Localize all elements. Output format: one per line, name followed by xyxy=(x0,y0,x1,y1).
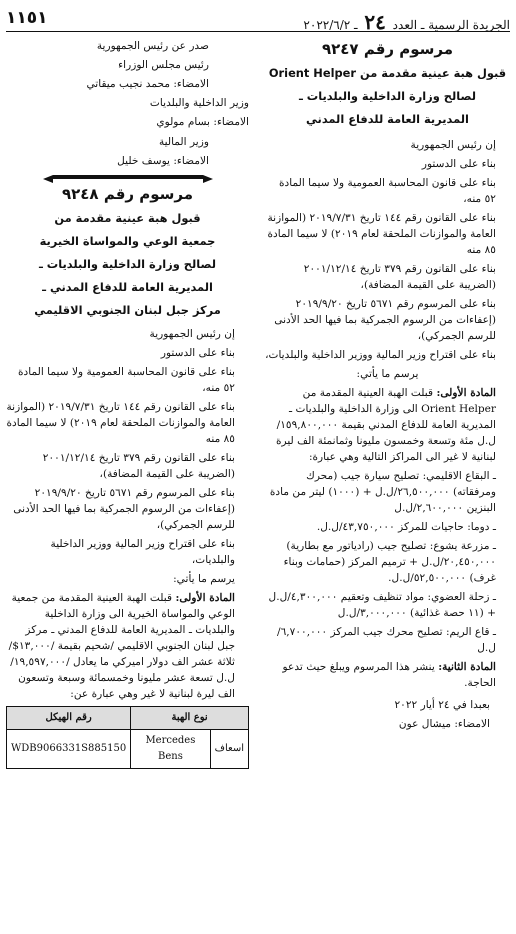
section-divider xyxy=(53,175,203,179)
decree-subject-1: قبول هبة عينية مقدمة من Orient Helper xyxy=(268,66,507,80)
page-number: ١١٥١ xyxy=(6,8,48,28)
preamble-vat-law: بناء على القانون رقم ٣٧٩ تاريخ ٢٠٠١/١٢/١٤ (الضريبة على القيمة المضافة)، xyxy=(42,452,235,480)
preamble-vat-law: بناء على القانون رقم ٣٧٩ تاريخ ٢٠٠١/١٢/١٤ (الضريبة على القيمة المضافة)، xyxy=(303,263,496,291)
article-2-label: المادة الثانية: xyxy=(438,661,496,673)
right-column xyxy=(265,38,510,735)
decree-subject-1: قبول هبة عينية مقدمة من xyxy=(54,211,201,225)
article-1-text: قبلت الهبة العينية المقدمة من جمعية الوعي والمواساة الخيرية الى وزارة الداخلية والبلديات ـ المديرية العامة للدفاع المدني ـ مركز جبل لبنان الجنوبي الاقليمي /شحيم بقيمة /١٣,٠٠٠$/ ثلاثة عشر الف دولار اميركي ما يعادل /١٩,٥٩٧,٠٠٠/ل.ل تسعة عشر مليونا وخمسمائة وسبعة وتسعون الف ليرة لبنانية لا غير وهي عبارة عن: xyxy=(8,592,235,700)
pm-signature: الامضاء: محمد نجيب ميقاتي xyxy=(86,78,209,90)
article-1 xyxy=(265,385,510,465)
issue-number: ٢٤ xyxy=(364,10,386,34)
vehicle-model: Mercedes Bens xyxy=(131,730,210,769)
preamble-president: إن رئيس الجمهورية xyxy=(410,139,496,151)
finance-minister-signature: الامضاء: يوسف خليل xyxy=(117,155,209,167)
gazette-title: الجريدة الرسمية ـ العدد xyxy=(392,18,510,32)
table-header-type: نوع الهبة xyxy=(131,707,249,730)
decree-subject-5: مركز جبل لبنان الجنوبي الاقليمي xyxy=(34,303,221,317)
issue-date: ـ ٢٠٢٢/٦/٢ xyxy=(303,18,358,32)
interior-minister-title: وزير الداخلية والبلديات xyxy=(149,97,249,109)
decree-subject-2: لصالح وزارة الداخلية والبلديات ـ xyxy=(298,89,477,103)
date-line: بعبدا في ٢٤ أيار ٢٠٢٢ xyxy=(394,699,490,711)
page-header xyxy=(6,8,510,34)
article-1-label: المادة الأولى: xyxy=(436,387,496,399)
finance-minister-title: وزير المالية xyxy=(158,136,209,148)
left-column xyxy=(6,38,249,769)
preamble-constitution: بناء على الدستور xyxy=(160,347,235,359)
donation-item: ـ دوما: حاجيات للمركز ٤٣,٧٥٠,٠٠٠/ل.ل. xyxy=(316,521,496,533)
decree-title: مرسوم رقم ٩٢٤٧ xyxy=(321,40,454,58)
donation-table xyxy=(6,706,249,769)
preamble-constitution: بناء على الدستور xyxy=(421,158,496,170)
issued-by: صدر عن رئيس الجمهورية xyxy=(96,40,209,52)
donation-item: ـ البقاع الاقليمي: تصليح سيارة جيب (محرك ومرفقاته) ٢٦,٥٠٠,٠٠٠/ل.ل + (١٠٠٠) ليتر من مادة البنزين ٢,٦٠٠,٠٠٠/ل.ل xyxy=(269,470,496,514)
table-header-chassis: رقم الهيكل xyxy=(7,707,131,730)
decree-title: مرسوم رقم ٩٢٤٨ xyxy=(61,185,194,203)
decrees-line: يرسم ما يأتي: xyxy=(173,573,235,585)
preamble-accounting-law: بناء على قانون المحاسبة العمومية ولا سيما المادة ٥٢ منه، xyxy=(279,177,496,205)
article-1 xyxy=(6,590,249,702)
preamble-budget-law: بناء على القانون رقم ١٤٤ تاريخ ٢٠١٩/٧/٣١ (الموازنة العامة والموازنات الملحقة لعام ٢٠١٩) لا سيما المادة ٨٥ منه xyxy=(267,212,496,256)
decrees-line: يرسم ما يأتي: xyxy=(356,368,419,380)
header-rule xyxy=(6,31,510,32)
preamble-budget-law: بناء على القانون رقم ١٤٤ تاريخ ٢٠١٩/٧/٣١ (الموازنة العامة والموازنات الملحقة لعام ٢٠١٩) لا سيما المادة ٨٥ منه xyxy=(6,401,235,445)
preamble-proposal: بناء على اقتراح وزير المالية ووزير الداخلية والبلديات، xyxy=(265,349,496,361)
article-2-text: ينشر هذا المرسوم ويبلغ حيث تدعو الحاجة. xyxy=(282,661,496,689)
decree-subject-3: المديرية العامة للدفاع المدني xyxy=(306,112,469,126)
donation-item: ـ قاع الريم: تصليح محرك جيب المركز ٦,٧٠٠,٠٠٠/ل.ل xyxy=(277,626,496,654)
table-row xyxy=(7,730,249,769)
pm-title: رئيس مجلس الوزراء xyxy=(118,59,209,71)
donation-item: ـ زحلة العضوي: مواد تنظيف وتعقيم ٤,٣٠٠,٠٠٠/ل.ل + (١١ حصة غذائية) ٣,٠٠٠,٠٠٠/ل.ل xyxy=(268,591,496,619)
president-signature: الامضاء: ميشال عون xyxy=(398,718,490,730)
preamble-customs-decree: بناء على المرسوم رقم ٥٦٧١ تاريخ ٢٠١٩/٩/٢٠ (إعفاءات من الرسوم الجمركية بما فيها الحد الأدنى للرسم الجمركي)، xyxy=(274,298,496,342)
donation-category: اسعاف xyxy=(210,730,248,769)
table-header-row xyxy=(7,707,249,730)
article-2 xyxy=(265,659,510,691)
article-1-text: قبلت الهبة العينية المقدمة من Orient Helper الى وزارة الداخلية والبلديات ـ المديرية العامة للدفاع المدني بقيمة ١٥٩,٨٠٠,٠٠٠/ل.ل مئة وتسعة وخمسون مليونا وثمانمئة الف ليرة لبنانية لا غير الى المراكز التالية وهي عبارة: xyxy=(275,387,496,463)
decree-subject-2: جمعية الوعي والمواساة الخيرية xyxy=(39,234,216,248)
preamble-proposal: بناء على اقتراح وزير المالية ووزير الداخلية والبلديات، xyxy=(50,538,235,566)
chassis-number: WDB9066331S885150 xyxy=(7,730,131,769)
preamble-president: إن رئيس الجمهورية xyxy=(149,328,235,340)
decree-subject-4: المديرية العامة للدفاع المدني ـ xyxy=(42,280,213,294)
decree-subject-3: لصالح وزارة الداخلية والبلديات ـ xyxy=(38,257,217,271)
interior-minister-signature: الامضاء: بسام مولوي xyxy=(156,116,249,128)
preamble-accounting-law: بناء على قانون المحاسبة العمومية ولا سيما المادة ٥٢ منه، xyxy=(18,366,235,394)
preamble-customs-decree: بناء على المرسوم رقم ٥٦٧١ تاريخ ٢٠١٩/٩/٢٠ (إعفاءات من الرسوم الجمركية بما فيها الحد الأدنى للرسم الجمركي)، xyxy=(13,487,235,531)
donation-item: ـ مزرعة يشوع: تصليح جيب (رادياتور مع بطارية) ٢٠,٤٥٠,٠٠٠/ل.ل + ترميم المركز (حمامات وبناء غرف) ٥٢,٥٠٠,٠٠٠/ل.ل. xyxy=(283,540,496,584)
article-1-label: المادة الأولى: xyxy=(175,592,235,604)
